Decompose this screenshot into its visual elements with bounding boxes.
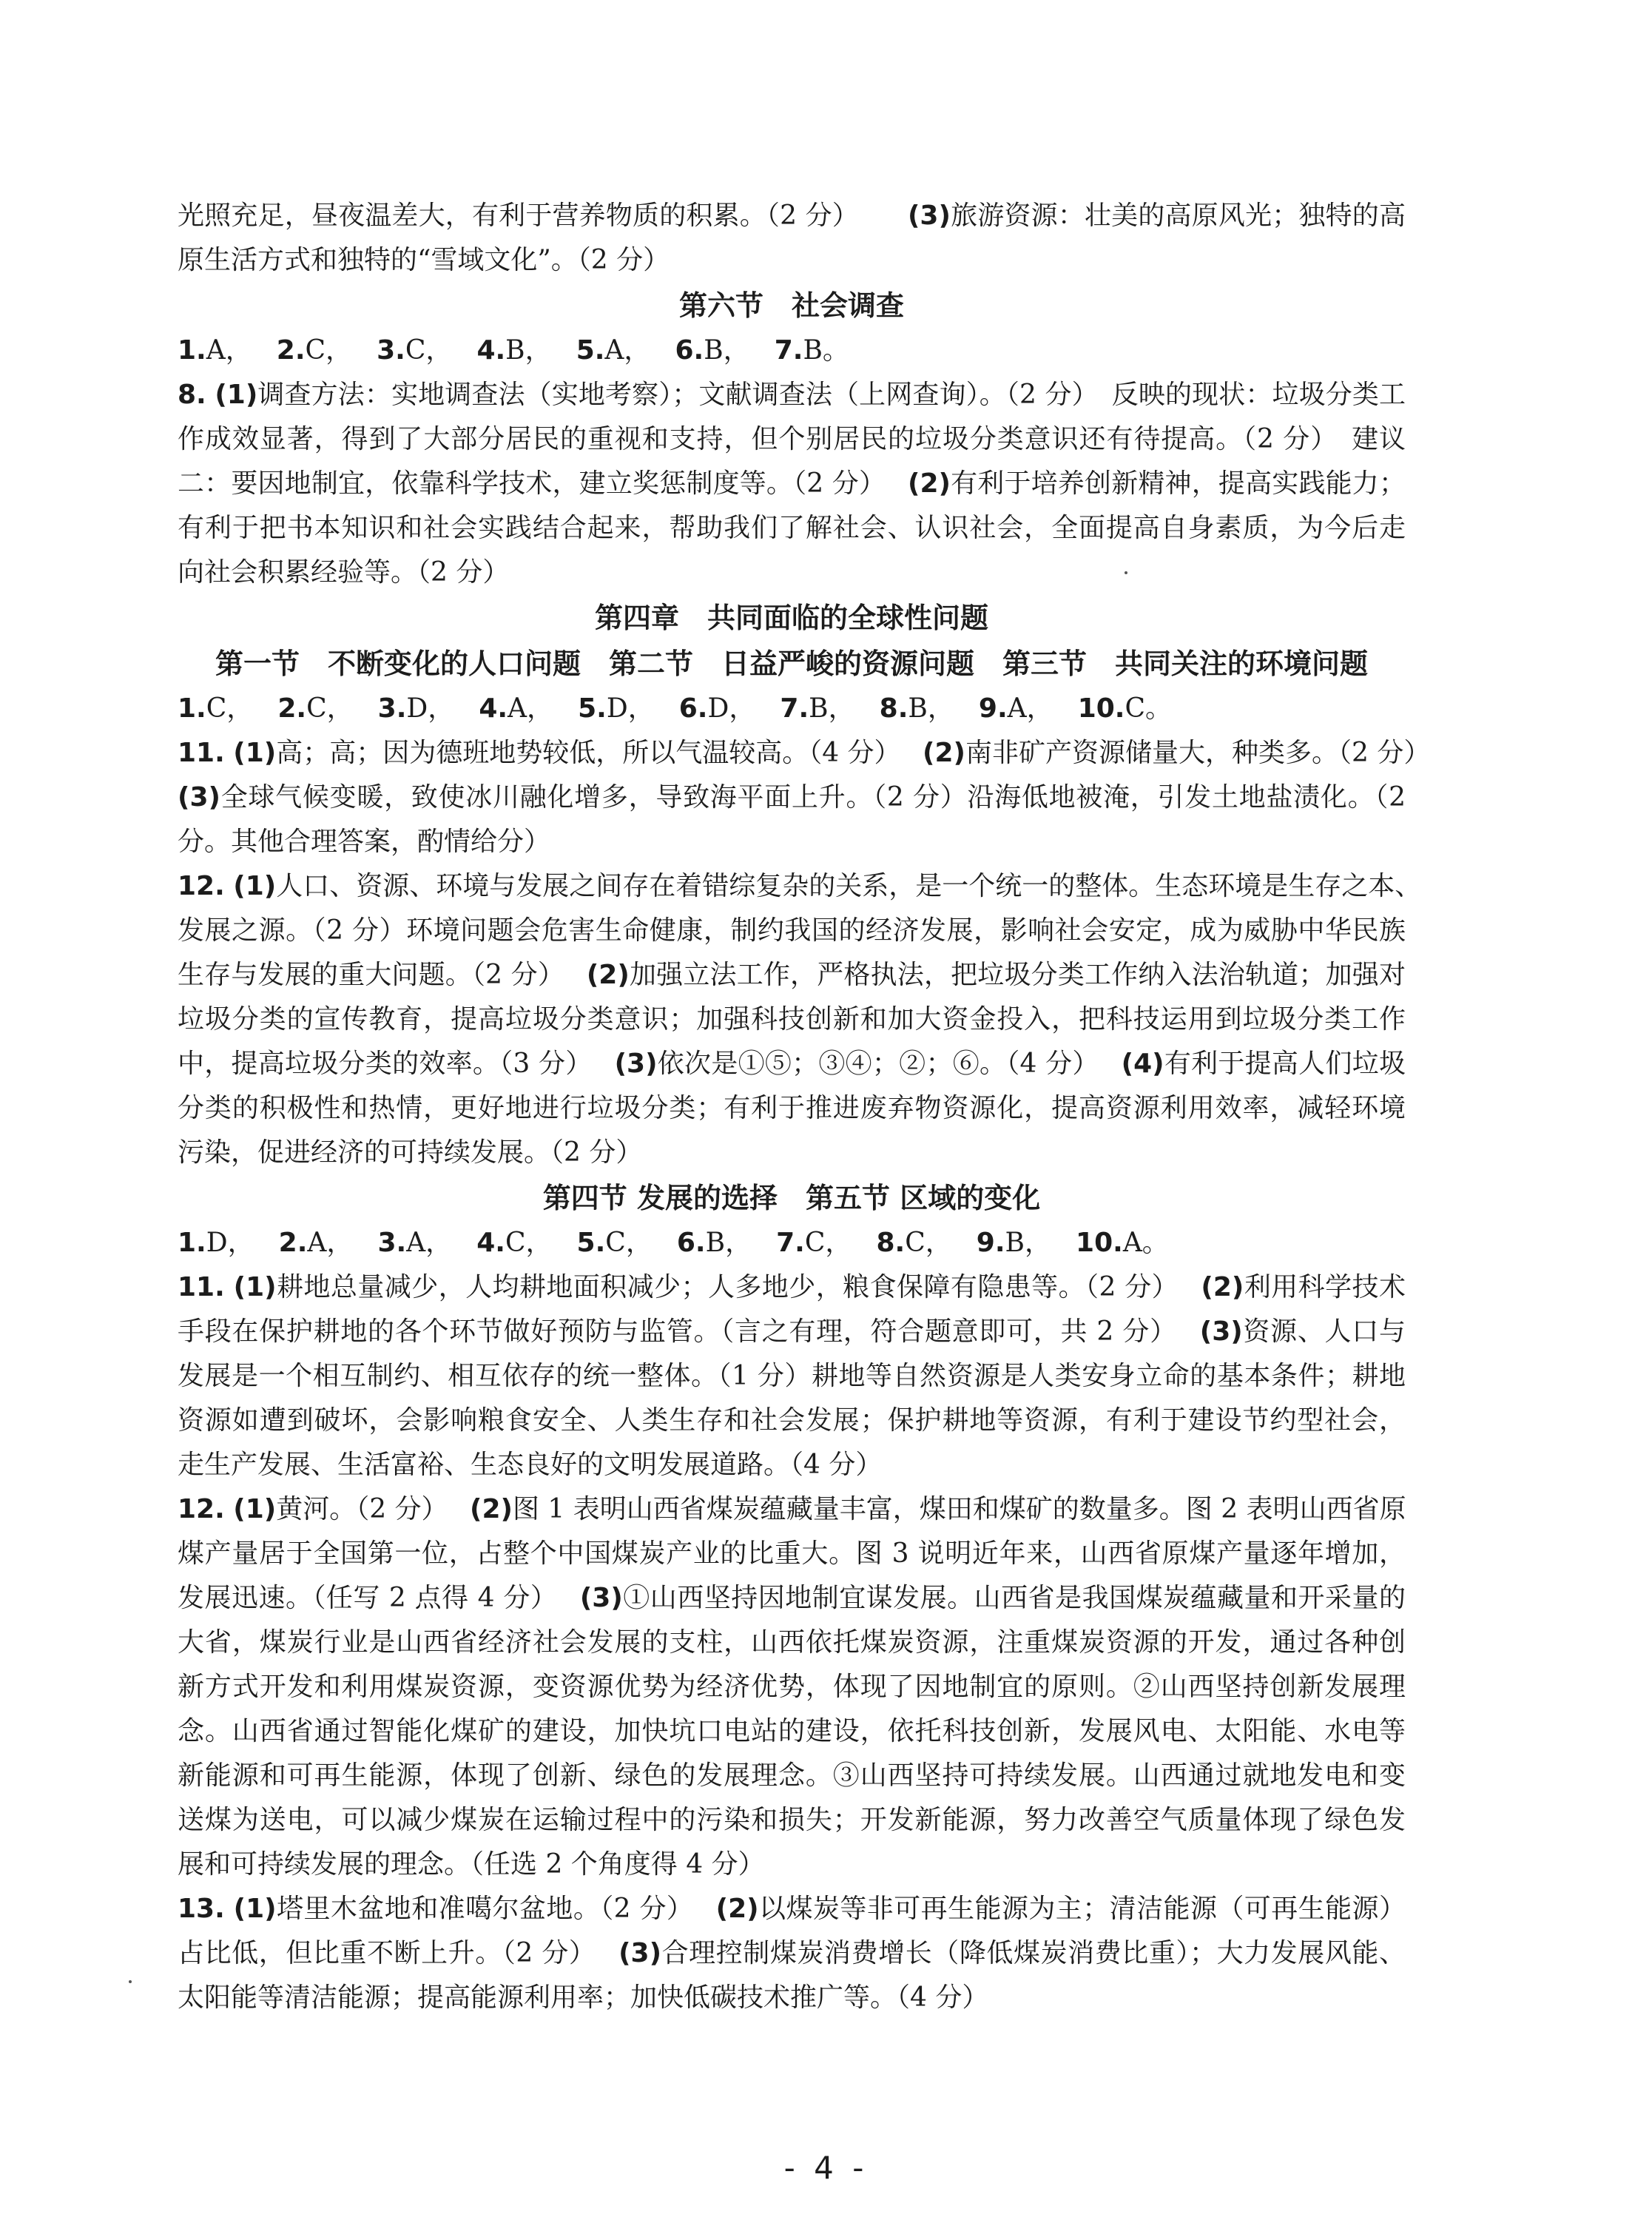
choice-answers bbox=[178, 329, 1406, 373]
choice-answer: 7.C， bbox=[776, 1228, 852, 1258]
choice-answers bbox=[178, 1221, 1406, 1265]
line-text: 旅游资源：壮美的高原风光；独特的高 bbox=[950, 201, 1406, 231]
choice-answer: 10.C。 bbox=[1077, 693, 1173, 724]
question-part-number: (1) bbox=[215, 380, 258, 410]
line-text: 占比低，但比重不断上升。（2 分） bbox=[178, 1938, 583, 1968]
text-line bbox=[178, 1887, 1406, 1931]
question-part-number: (1) bbox=[233, 738, 277, 768]
text-line bbox=[178, 1086, 1406, 1131]
question-number: 8. bbox=[178, 380, 206, 410]
choice-answer: 2.A， bbox=[278, 1228, 354, 1258]
question-part-number: (1) bbox=[233, 1894, 277, 1924]
scan-speck bbox=[1125, 571, 1127, 574]
text-line bbox=[178, 238, 1406, 283]
line-text: 太阳能等清洁能源；提高能源利用率；加快低碳技术推广等。（4 分） bbox=[178, 1982, 989, 2013]
text-line bbox=[178, 194, 1406, 238]
section-title: 第六节 社会调查 bbox=[678, 289, 904, 322]
text-line bbox=[178, 1042, 1406, 1086]
choice-answer: 8.B， bbox=[879, 693, 954, 724]
line-text: 依次是①⑤；③④；②；⑥。（4 分） bbox=[657, 1049, 1086, 1079]
text-line bbox=[178, 1265, 1406, 1310]
line-text: 二：要因地制宜，依靠科学技术，建立奖惩制度等。（2 分） bbox=[178, 468, 873, 499]
line-text: 南非矿产资源储量大，种类多。（2 分） bbox=[965, 738, 1431, 768]
text-line bbox=[178, 776, 1406, 820]
question-part-number: (3) bbox=[907, 201, 951, 231]
choice-answer: 3.D， bbox=[377, 693, 455, 724]
line-text: 煤产量居于全国第一位，占整个中国煤炭产业的比重大。图 3 说明近年来，山西省原煤产量逐年增加， bbox=[178, 1538, 1406, 1569]
line-text: 塔里木盆地和准噶尔盆地。（2 分） bbox=[276, 1894, 681, 1924]
page-content bbox=[178, 194, 1431, 2020]
choice-answer: 10.A。 bbox=[1076, 1228, 1169, 1258]
choice-answer: 8.C， bbox=[876, 1228, 952, 1258]
line-text: 分。其他合理答案，酌情给分） bbox=[178, 827, 551, 857]
text-line bbox=[178, 1443, 1406, 1487]
line-text: 展和可持续发展的理念。（任选 2 个角度得 4 分） bbox=[178, 1849, 765, 1880]
text-line bbox=[178, 1754, 1406, 1798]
text-line bbox=[178, 1709, 1406, 1754]
choice-answer: 2.C， bbox=[277, 693, 354, 724]
choice-answer: 7.B。 bbox=[774, 335, 849, 366]
line-text: 生存与发展的重大问题。（2 分） bbox=[178, 960, 552, 990]
line-text: 送煤为送电，可以减少煤炭在运输过程中的污染和损失；开发新能源，努力改善空气质量体现了绿色发 bbox=[178, 1805, 1406, 1835]
line-text: 高；高；因为德班地势较低，所以气温较高。（4 分） bbox=[276, 738, 888, 768]
line-text: ①山西坚持因地制宜谋发展。山西省是我国煤炭蕴藏量和开采量的 bbox=[622, 1583, 1406, 1613]
question-number: 12. bbox=[178, 871, 225, 901]
line-text: 新能源和可再生能源，体现了创新、绿色的发展理念。③山西坚持可持续发展。山西通过就地发电和变 bbox=[178, 1760, 1406, 1791]
line-text: 大省，煤炭行业是山西省经济社会发展的支柱，山西依托煤炭资源，注重煤炭资源的开发，通过各种创 bbox=[178, 1627, 1406, 1658]
question-part-number: (2) bbox=[907, 468, 951, 499]
text-line bbox=[178, 1487, 1406, 1532]
line-text: 发展之源。（2 分）环境问题会危害生命健康，制约我国的经济发展，影响社会安定，成为威胁中华民族 bbox=[178, 915, 1406, 946]
line-text: 全球气候变暖，致使冰川融化增多，导致海平面上升。（2 分）沿海低地被淹，引发土地盐渍化。（2 bbox=[220, 782, 1406, 813]
question-part-number: (1) bbox=[233, 1272, 277, 1302]
line-text: 资源、人口与 bbox=[1242, 1316, 1406, 1347]
text-line bbox=[178, 1576, 1406, 1621]
text-line bbox=[178, 373, 1406, 417]
question-number: 11. bbox=[178, 1272, 225, 1302]
choice-answer: 5.D， bbox=[578, 693, 655, 724]
text-line bbox=[178, 462, 1406, 506]
line-text: 有利于培养创新精神，提高实践能力； bbox=[950, 468, 1406, 499]
choice-answer: 7.B， bbox=[780, 693, 855, 724]
choice-answer: 6.B， bbox=[675, 335, 750, 366]
text-line bbox=[178, 864, 1422, 909]
question-part-number: (2) bbox=[586, 960, 630, 990]
choice-answer: 1.D， bbox=[178, 1228, 254, 1258]
choice-answer: 6.B， bbox=[676, 1228, 752, 1258]
line-text: 中，提高垃圾分类的效率。（3 分） bbox=[178, 1049, 579, 1079]
question-part-number: (2) bbox=[715, 1894, 759, 1924]
question-part-number: (2) bbox=[1201, 1272, 1244, 1302]
text-line bbox=[178, 417, 1406, 462]
choice-answer: 9.B， bbox=[976, 1228, 1051, 1258]
question-part-number: (3) bbox=[618, 1938, 662, 1968]
text-line bbox=[178, 1621, 1406, 1665]
line-text: 原生活方式和独特的“雪域文化”。（2 分） bbox=[178, 245, 670, 275]
text-line bbox=[178, 1131, 1406, 1175]
line-text: 利用科学技术 bbox=[1244, 1272, 1406, 1302]
text-line bbox=[178, 731, 1431, 776]
question-number: 12. bbox=[178, 1494, 225, 1524]
text-line bbox=[178, 909, 1406, 953]
line-text: 走生产发展、生活富裕、生态良好的文明发展道路。（4 分） bbox=[178, 1450, 883, 1480]
line-text: 手段在保护耕地的各个环节做好预防与监管。（言之有理，符合题意即可，共 2 分） bbox=[178, 1316, 1164, 1347]
choice-answer: 4.A， bbox=[479, 693, 554, 724]
choice-answer: 4.C， bbox=[476, 1228, 553, 1258]
question-part-number: (3) bbox=[178, 782, 220, 813]
page-number: - 4 - bbox=[783, 2150, 869, 2186]
text-line bbox=[178, 1532, 1406, 1576]
text-line bbox=[178, 1931, 1406, 1976]
question-number: 11. bbox=[178, 738, 225, 768]
text-line bbox=[178, 1665, 1406, 1709]
section-title: 第四节 发展的选择 第五节 区域的变化 bbox=[542, 1182, 1041, 1214]
scan-speck bbox=[129, 1980, 132, 1983]
choice-answer: 3.A， bbox=[377, 1228, 453, 1258]
line-text: 发展迅速。（任写 2 点得 4 分） bbox=[178, 1583, 545, 1613]
question-part-number: (4) bbox=[1121, 1049, 1164, 1079]
line-text: 光照充足，昼夜温差大，有利于营养物质的积累。（2 分） bbox=[178, 201, 846, 231]
choice-answer: 2.C， bbox=[276, 335, 353, 366]
question-part-number: (3) bbox=[1199, 1316, 1243, 1347]
question-number: 13. bbox=[178, 1894, 225, 1924]
question-part-number: (1) bbox=[233, 871, 277, 901]
line-text: 图 1 表明山西省煤炭蕴藏量丰富，煤田和煤矿的数量多。图 2 表明山西省原 bbox=[512, 1494, 1406, 1524]
line-text: 合理控制煤炭消费增长（降低煤炭消费比重）；大力发展风能、 bbox=[661, 1938, 1406, 1968]
line-text: 加强立法工作，严格执法，把垃圾分类工作纳入法治轨道；加强对 bbox=[629, 960, 1406, 990]
section-subtitle: 第一节 不断变化的人口问题 第二节 日益严峻的资源问题 第三节 共同关注的环境问题 bbox=[215, 647, 1368, 680]
question-part-number: (3) bbox=[614, 1049, 658, 1079]
line-text: 垃圾分类的宣传教育，提高垃圾分类意识；加强科技创新和加大资金投入，把科技运用到垃圾分类工作 bbox=[178, 1004, 1406, 1035]
text-line bbox=[178, 506, 1406, 551]
text-line bbox=[178, 820, 1406, 864]
choice-answer: 3.C， bbox=[377, 335, 453, 366]
text-line bbox=[178, 1354, 1406, 1399]
line-text: 资源如遭到破坏，会影响粮食安全、人类生存和社会发展；保护耕地等资源，有利于建设节约型社会， bbox=[178, 1405, 1406, 1436]
question-part-number: (3) bbox=[579, 1583, 623, 1613]
choice-answer: 5.A， bbox=[576, 335, 651, 366]
choice-answer: 1.A， bbox=[178, 335, 252, 366]
line-text: 念。山西省通过智能化煤矿的建设，加快坑口电站的建设，依托科技创新，发展风电、太阳能、水电等 bbox=[178, 1716, 1406, 1746]
choice-answer: 1.C， bbox=[178, 693, 254, 724]
text-line bbox=[178, 1310, 1406, 1354]
line-text: 人口、资源、环境与发展之间存在着错综复杂的关系，是一个统一的整体。生态环境是生存之本、 bbox=[276, 871, 1422, 901]
line-text: 有利于把书本知识和社会实践结合起来，帮助我们了解社会、认识社会，全面提高自身素质，为今后走 bbox=[178, 513, 1406, 543]
line-text: 调查方法：实地调查法（实地考察）；文献调查法（上网查询）。（2 分） 反映的现状：垃圾分类工 bbox=[257, 380, 1406, 410]
choice-answer: 6.D， bbox=[678, 693, 756, 724]
line-text: 分类的积极性和热情，更好地进行垃圾分类；有利于推进废弃物资源化，提高资源利用效率，减轻环境 bbox=[178, 1093, 1406, 1123]
question-part-number: (2) bbox=[923, 738, 965, 768]
question-part-number: (2) bbox=[470, 1494, 513, 1524]
line-text: 黄河。（2 分） bbox=[276, 1494, 435, 1524]
line-text: 耕地总量减少，人均耕地面积减少；人多地少，粮食保障有隐患等。（2 分） bbox=[276, 1272, 1166, 1302]
choice-answers bbox=[178, 687, 1406, 731]
line-text: 新方式开发和利用煤炭资源，变资源优势为经济优势，体现了因地制宜的原则。②山西坚持创新发展理 bbox=[178, 1672, 1406, 1702]
line-text: 作成效显著，得到了大部分居民的重视和支持，但个别居民的垃圾分类意识还有待提高。（2 分） 建议 bbox=[178, 424, 1406, 454]
text-line bbox=[178, 1798, 1406, 1843]
line-text: 向社会积累经验等。（2 分） bbox=[178, 557, 510, 588]
text-line bbox=[178, 1399, 1406, 1443]
text-line bbox=[178, 998, 1406, 1042]
text-line bbox=[178, 1976, 1406, 2020]
line-text: 污染，促进经济的可持续发展。（2 分） bbox=[178, 1137, 643, 1168]
text-line bbox=[178, 1843, 1406, 1887]
choice-answer: 4.B， bbox=[476, 335, 552, 366]
chapter-title: 第四章 共同面临的全球性问题 bbox=[594, 602, 988, 634]
line-text: 有利于提高人们垃圾 bbox=[1164, 1049, 1406, 1079]
choice-answer: 5.C， bbox=[576, 1228, 653, 1258]
choice-answer: 9.A， bbox=[978, 693, 1053, 724]
text-line bbox=[178, 953, 1406, 998]
line-text: 发展是一个相互制约、相互依存的统一整体。（1 分）耕地等自然资源是人类安身立命的基本条件；耕地 bbox=[178, 1361, 1406, 1391]
question-part-number: (1) bbox=[233, 1494, 277, 1524]
text-line bbox=[178, 551, 1406, 595]
line-text: 以煤炭等非可再生能源为主；清洁能源（可再生能源） bbox=[758, 1894, 1406, 1924]
